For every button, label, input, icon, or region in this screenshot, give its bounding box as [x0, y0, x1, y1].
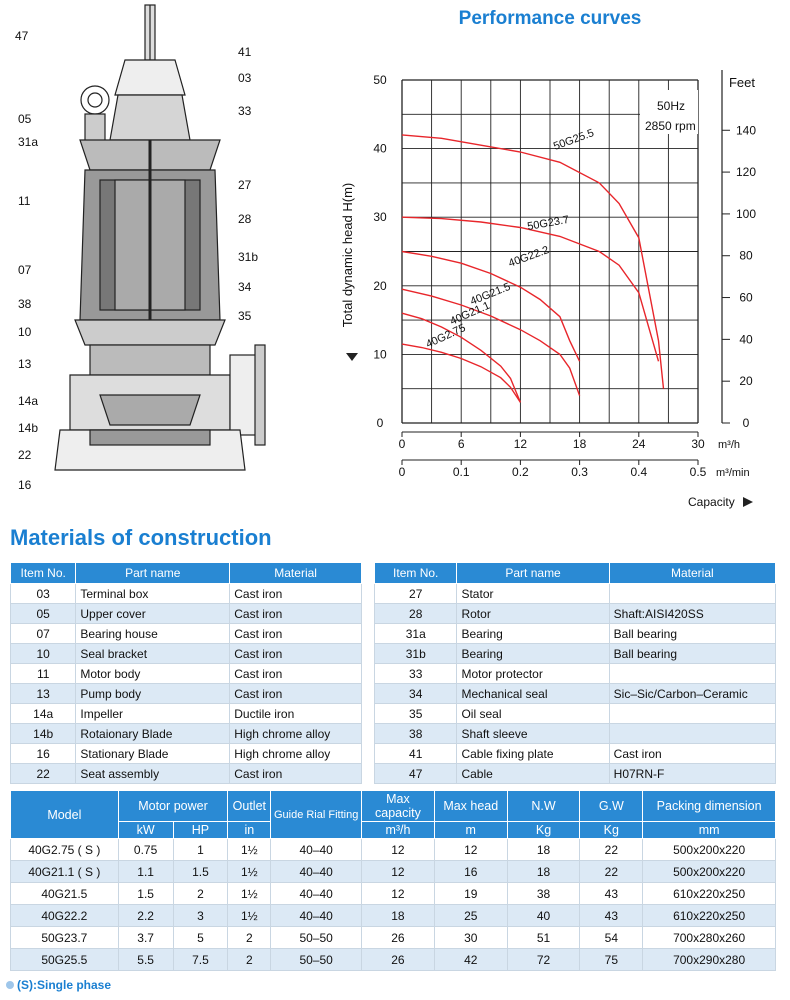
material-cell-material: Cast iron [230, 644, 362, 664]
annotation-50hz: 50Hz [657, 99, 686, 113]
material-row [11, 624, 362, 644]
material-cell-part: Rotaionary Blade [76, 724, 230, 744]
model-cell: 1.5 [173, 861, 228, 883]
material-row [375, 684, 776, 704]
material-cell-material: Cast iron [230, 664, 362, 684]
col-packing: Packing dimension [643, 791, 776, 822]
material-row [375, 724, 776, 744]
model-cell: 43 [580, 883, 643, 905]
col-outlet: Outlet [228, 791, 271, 822]
model-cell: 2 [228, 927, 271, 949]
pump-cross-section-drawing [0, 0, 300, 500]
material-row [11, 644, 362, 664]
part-label-14b: 14b [18, 421, 39, 435]
model-cell: 2.2 [118, 905, 173, 927]
materials-title: Materials of construction [10, 525, 272, 550]
model-cell: 51 [507, 927, 580, 949]
model-cell: 16 [434, 861, 507, 883]
col-max-capacity: Max capacity [362, 791, 435, 822]
unit-packing: mm [643, 822, 776, 839]
model-cell: 50–50 [271, 949, 362, 971]
unit-hp: HP [173, 822, 228, 839]
model-row [11, 949, 776, 971]
material-cell-item: 05 [11, 604, 76, 624]
material-cell-item: 33 [375, 664, 457, 684]
col-nw: N.W [507, 791, 580, 822]
material-cell-material [609, 664, 775, 684]
model-spec-table [10, 790, 776, 971]
material-cell-part: Cable fixing plate [457, 744, 609, 764]
part-label-28: 28 [238, 212, 252, 226]
y-tick-label: 40 [373, 141, 387, 156]
materials-header-row [375, 563, 776, 584]
unit-capacity: m³/h [362, 822, 435, 839]
right-tick-label: 100 [735, 206, 757, 221]
unit-head: m [434, 822, 507, 839]
part-label-16: 16 [18, 478, 32, 492]
model-cell: 50–50 [271, 927, 362, 949]
material-cell-item: 07 [11, 624, 76, 644]
model-cell: 12 [362, 839, 435, 861]
x-axis-label: Capacity [688, 495, 735, 509]
material-cell-material: Ball bearing [609, 644, 775, 664]
model-cell: 19 [434, 883, 507, 905]
x-tick-label: 30 [691, 437, 705, 451]
material-row [375, 744, 776, 764]
model-cell: 500x200x220 [643, 861, 776, 883]
materials-table-left [10, 562, 362, 784]
materials-table-right [374, 562, 776, 784]
material-cell-item: 34 [375, 684, 457, 704]
material-cell-material [609, 704, 775, 724]
model-cell: 0.75 [118, 839, 173, 861]
part-label-31a: 31a [18, 135, 39, 149]
material-cell-part: Terminal box [76, 584, 230, 604]
material-cell-part: Impeller [76, 704, 230, 724]
material-cell-item: 11 [11, 664, 76, 684]
material-cell-item: 31b [375, 644, 457, 664]
part-label-05: 05 [18, 112, 32, 126]
curve-label: 40G21.1 [448, 299, 492, 328]
materials-header-row [11, 563, 362, 584]
x-tick-label: 24 [632, 437, 646, 451]
model-row [11, 927, 776, 949]
model-cell: 2 [173, 883, 228, 905]
model-cell: 12 [434, 839, 507, 861]
right-tick-label: 140 [735, 123, 757, 138]
material-row [11, 744, 362, 764]
model-cell: 5.5 [118, 949, 173, 971]
material-cell-part: Oil seal [457, 704, 609, 724]
part-label-35: 35 [238, 309, 252, 323]
material-cell-item: 31a [375, 624, 457, 644]
model-cell: 42 [434, 949, 507, 971]
annotation-rpm: 2850 rpm [645, 119, 696, 133]
x-tick-label-bottom: 0.4 [630, 465, 648, 479]
model-cell: 1½ [228, 861, 271, 883]
model-cell: 54 [580, 927, 643, 949]
curve-label: 40G21.5 [468, 280, 513, 308]
right-tick-label: 120 [735, 165, 757, 180]
model-cell: 12 [362, 883, 435, 905]
col-gw: G.W [580, 791, 643, 822]
material-cell-part: Stationary Blade [76, 744, 230, 764]
col-max-head: Max head [434, 791, 507, 822]
x-axis-arrow-icon [743, 497, 753, 507]
model-cell: 18 [507, 839, 580, 861]
curve-label: 50G25.5 [551, 127, 596, 153]
right-tick-label: 20 [739, 374, 753, 389]
part-label-41: 41 [238, 45, 252, 59]
material-row [11, 724, 362, 744]
model-cell: 40G2.75 ( S ) [11, 839, 119, 861]
col-motor-power: Motor power [118, 791, 228, 822]
material-cell-part: Shaft sleeve [457, 724, 609, 744]
model-cell: 700x290x280 [643, 949, 776, 971]
right-tick-label: 60 [739, 290, 753, 305]
model-cell: 40G21.1 ( S ) [11, 861, 119, 883]
part-label-22: 22 [18, 448, 32, 462]
model-cell: 1.1 [118, 861, 173, 883]
part-label-33: 33 [238, 104, 252, 118]
curve-label: 50G23.7 [526, 213, 571, 233]
material-row [11, 704, 362, 724]
part-label-03: 03 [238, 71, 252, 85]
model-cell: 38 [507, 883, 580, 905]
material-cell-material [609, 584, 775, 604]
material-cell-material: High chrome alloy [230, 724, 362, 744]
material-row [375, 584, 776, 604]
material-cell-material: Cast iron [230, 584, 362, 604]
material-cell-material: Shaft:AISI420SS [609, 604, 775, 624]
model-cell: 18 [507, 861, 580, 883]
material-row [11, 684, 362, 704]
material-cell-item: 28 [375, 604, 457, 624]
material-cell-material: Ball bearing [609, 624, 775, 644]
model-cell: 40G22.2 [11, 905, 119, 927]
material-cell-part: Bearing house [76, 624, 230, 644]
unit-kw: kW [118, 822, 173, 839]
model-cell: 72 [507, 949, 580, 971]
model-cell: 1 [173, 839, 228, 861]
model-row [11, 905, 776, 927]
material-cell-item: 10 [11, 644, 76, 664]
y-tick-label: 50 [373, 73, 387, 87]
model-row [11, 839, 776, 861]
part-label-34: 34 [238, 280, 252, 294]
model-row [11, 861, 776, 883]
col-model: Model [11, 791, 119, 839]
model-cell: 40–40 [271, 905, 362, 927]
model-cell: 2 [228, 949, 271, 971]
material-cell-item: 41 [375, 744, 457, 764]
y-axis-arrow-icon [346, 353, 358, 361]
right-tick-label: 0 [742, 416, 750, 430]
y-tick-label: 10 [373, 347, 387, 362]
part-label-13: 13 [18, 357, 32, 371]
model-cell: 40 [507, 905, 580, 927]
material-row [375, 764, 776, 784]
material-cell-part: Upper cover [76, 604, 230, 624]
material-cell-material: High chrome alloy [230, 744, 362, 764]
col-part-name: Part name [76, 563, 230, 584]
material-cell-item: 03 [11, 584, 76, 604]
col-item-no: Item No. [11, 563, 76, 584]
model-cell: 3 [173, 905, 228, 927]
model-cell: 700x280x260 [643, 927, 776, 949]
col-material: Material [609, 563, 775, 584]
material-cell-part: Rotor [457, 604, 609, 624]
right-axis-label: Feet [728, 75, 756, 90]
footnote-text: (S):Single phase [17, 978, 112, 992]
material-row [375, 704, 776, 724]
model-cell: 1½ [228, 905, 271, 927]
model-row [11, 883, 776, 905]
chart-title: Performance curves [458, 8, 642, 29]
x-tick-label: 18 [572, 437, 587, 451]
material-cell-material: Cast iron [230, 624, 362, 644]
material-cell-material: Cast iron [230, 764, 362, 784]
model-cell: 26 [362, 949, 435, 971]
col-item-no: Item No. [375, 563, 457, 584]
material-cell-material: Cast iron [230, 684, 362, 704]
material-cell-item: 14a [11, 704, 76, 724]
part-label-27: 27 [238, 178, 252, 192]
material-cell-part: Mechanical seal [457, 684, 609, 704]
model-cell: 22 [580, 861, 643, 883]
x-tick-label-bottom: 0.3 [571, 465, 588, 479]
material-cell-part: Stator [457, 584, 609, 604]
material-row [375, 644, 776, 664]
y-tick-label: 0 [376, 416, 384, 430]
material-cell-part: Seal bracket [76, 644, 230, 664]
part-label-07: 07 [18, 263, 32, 277]
model-cell: 40–40 [271, 839, 362, 861]
model-cell: 610x220x250 [643, 883, 776, 905]
model-cell: 50G25.5 [11, 949, 119, 971]
unit-outlet: in [228, 822, 271, 839]
material-row [11, 664, 362, 684]
material-cell-item: 35 [375, 704, 457, 724]
x-tick-label: 12 [513, 437, 528, 451]
right-tick-label: 40 [739, 332, 753, 347]
col-material: Material [230, 563, 362, 584]
model-cell: 3.7 [118, 927, 173, 949]
model-cell: 12 [362, 861, 435, 883]
model-cell: 40–40 [271, 861, 362, 883]
model-cell: 1.5 [118, 883, 173, 905]
material-cell-part: Bearing [457, 644, 609, 664]
material-cell-item: 27 [375, 584, 457, 604]
x-unit-top: m³/h [718, 439, 740, 451]
material-cell-item: 47 [375, 764, 457, 784]
material-cell-item: 16 [11, 744, 76, 764]
model-cell: 1½ [228, 883, 271, 905]
model-cell: 43 [580, 905, 643, 927]
unit-nw: Kg [507, 822, 580, 839]
footnote [6, 978, 111, 992]
bullet-dot-icon [6, 981, 14, 989]
material-cell-material: Cast iron [609, 744, 775, 764]
x-tick-label: 0 [398, 437, 406, 451]
x-unit-bottom: m³/min [716, 467, 750, 479]
material-cell-part: Pump body [76, 684, 230, 704]
x-tick-label-bottom: 0.5 [689, 465, 707, 479]
model-cell: 40G21.5 [11, 883, 119, 905]
x-tick-label: 6 [457, 437, 465, 451]
model-cell: 7.5 [173, 949, 228, 971]
material-cell-part: Motor body [76, 664, 230, 684]
material-row [375, 664, 776, 684]
material-cell-material: Sic–Sic/Carbon–Ceramic [609, 684, 775, 704]
model-cell: 5 [173, 927, 228, 949]
material-row [11, 584, 362, 604]
material-cell-material: Ductile iron [230, 704, 362, 724]
part-label-11: 11 [18, 194, 31, 208]
part-label-31b: 31b [238, 250, 259, 264]
x-tick-label-bottom: 0.1 [452, 465, 470, 479]
material-cell-material [609, 724, 775, 744]
material-cell-part: Seat assembly [76, 764, 230, 784]
material-cell-item: 22 [11, 764, 76, 784]
col-part-name: Part name [457, 563, 609, 584]
part-label-47: 47 [15, 29, 29, 43]
model-cell: 50G23.7 [11, 927, 119, 949]
material-row [11, 764, 362, 784]
y-tick-label: 30 [373, 210, 387, 225]
material-row [375, 604, 776, 624]
model-cell: 610x220x250 [643, 905, 776, 927]
y-axis-label: Total dynamic head H(m) [340, 182, 355, 328]
curve-label: 40G22.2 [506, 244, 551, 270]
x-tick-label-bottom: 0.2 [512, 465, 529, 479]
material-row [375, 624, 776, 644]
performance-chart [300, 55, 790, 515]
part-label-14a: 14a [18, 394, 39, 408]
material-cell-item: 14b [11, 724, 76, 744]
part-label-38: 38 [18, 297, 32, 311]
unit-gw: Kg [580, 822, 643, 839]
x-tick-label-bottom: 0 [398, 465, 406, 479]
col-guide-rail: Guide Rial Fitting [271, 791, 362, 839]
material-cell-material: H07RN-F [609, 764, 775, 784]
material-row [11, 604, 362, 624]
model-cell: 25 [434, 905, 507, 927]
model-cell: 26 [362, 927, 435, 949]
material-cell-item: 38 [375, 724, 457, 744]
model-cell: 30 [434, 927, 507, 949]
model-header-row [11, 791, 776, 822]
model-cell: 500x200x220 [643, 839, 776, 861]
model-cell: 1½ [228, 839, 271, 861]
material-cell-part: Cable [457, 764, 609, 784]
material-cell-part: Bearing [457, 624, 609, 644]
model-cell: 22 [580, 839, 643, 861]
model-cell: 75 [580, 949, 643, 971]
model-units-row [11, 822, 776, 839]
material-cell-item: 13 [11, 684, 76, 704]
right-tick-label: 80 [739, 248, 753, 263]
y-tick-label: 20 [373, 278, 387, 293]
model-cell: 18 [362, 905, 435, 927]
material-cell-material: Cast iron [230, 604, 362, 624]
material-cell-part: Motor protector [457, 664, 609, 684]
part-label-10: 10 [18, 325, 32, 339]
model-cell: 40–40 [271, 883, 362, 905]
curve-label: 40G2.75 [424, 322, 468, 351]
